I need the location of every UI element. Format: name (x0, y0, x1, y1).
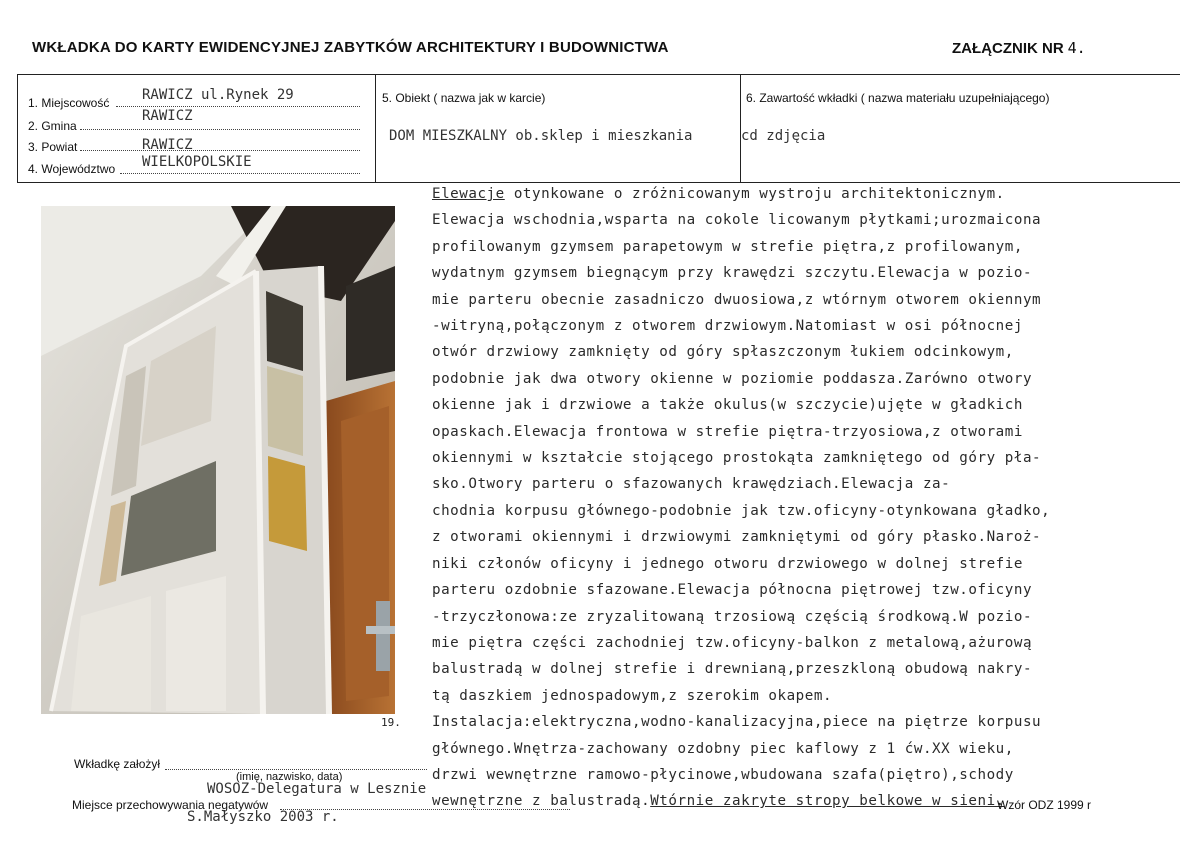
gmina-label: 2. Gmina (28, 119, 77, 133)
powiat-label: 3. Powiat (28, 140, 78, 154)
description-line-17: -trzyczłonowa:ze zryzalitowaną trzosiową częścią środkową.W pozio- (432, 608, 1033, 625)
header-divider-1 (375, 74, 376, 182)
header-left-border (17, 74, 18, 182)
description-first-word: Elewacje (432, 186, 505, 202)
description-line-20: tą daszkiem jednospadowym,z szerokim okapem. (432, 687, 833, 704)
description-line-15: niki członów oficyny i jednego otworu drzwiowego w dolnej strefie (432, 555, 1023, 572)
description-line-24-end: Wtórnie zakryte stropy belkowe w sieni. (650, 793, 1005, 810)
description-line-2: Elewacja wschodnia,wsparta na cokole licowanym płytkami;urozmaicona (432, 212, 1042, 229)
powiat-value: RAWICZ (142, 137, 193, 153)
gmina-value: RAWICZ (142, 108, 193, 124)
attachment-number-label (952, 39, 1086, 57)
powiat-line (80, 150, 360, 151)
miejscowosc-label: 1. Miejscowość (28, 96, 110, 110)
founded-line (165, 769, 427, 770)
description-line-14: z otworami okiennymi i drzwiowymi zamkniętymi od góry płasko.Naroż- (432, 529, 1042, 546)
description-line-21: Instalacja:elektryczna,wodno-kanalizacyjna,piece na piętrze korpusu (432, 714, 1042, 731)
description-line-10: opaskach.Elewacja frontowa w strefie piętra-trzyosiowa,z otworami (432, 423, 1023, 440)
attachment-label: ZAŁĄCZNIK NR (952, 40, 1064, 57)
founded-label: Wkładkę założył (74, 757, 161, 771)
miejscowosc-line (116, 106, 360, 107)
wojewodztwo-label: 4. Województwo (28, 162, 116, 176)
contents-label: 6. Zawartość wkładki ( nazwa materiału uzupełniającego) (746, 91, 1050, 105)
building-interior-photo (41, 206, 395, 714)
description-line-18: mie piętra części zachodniej tzw.oficyny-balkon z metalową,ażurową (432, 634, 1033, 651)
description-line-11: okiennymi w kształcie stojącego prostokąta zamkniętego od góry pła- (432, 450, 1042, 467)
description-line-6: -witryną,połączonym z otworem drzwiowym.Natomiast w osi północnej (432, 318, 1023, 335)
description-line-5: mie parteru obecnie zasadniczo dwuosiowa,z wtórnym otworem okiennym (432, 291, 1042, 308)
description-line-19: balustradą w dolnej strefie i drewnianą,przeszkloną obudową nakry- (432, 661, 1033, 678)
description-line-9: okienne jak i drzwiowe a także okulus(w szczycie)ujęte w gładkich (432, 397, 1023, 414)
description-line-13: chodnia korpusu głównego-podobnie jak tzw.oficyny-otynkowana gładko, (432, 502, 1051, 519)
description-line-8: podobnie jak dwa otwory okienne w poziomie poddasza.Zarówno otwory (432, 370, 1033, 387)
description-line-16: parteru ozdobnie sfazowane.Elewacja północna piętrowej tzw.oficyny (432, 582, 1033, 599)
description-line-7: otwór drzwiowy zamknięty od góry spłaszczonym łukiem odcinkowym, (432, 344, 1014, 361)
author-signature: S.Małyszko 2003 r. (187, 809, 339, 825)
description-line-23: drzwi wewnętrzne ramowo-płycinowe,wbudowana szafa(piętro),schody (432, 766, 1014, 783)
description-line-1 (432, 181, 1050, 207)
object-label: 5. Obiekt ( nazwa jak w karcie) (382, 91, 546, 105)
form-title: WKŁADKA DO KARTY EWIDENCYJNEJ ZABYTKÓW ARCHITEKTURY I BUDOWNICTWA (32, 39, 669, 56)
attachment-number: 4. (1067, 39, 1086, 57)
description-line-22: głównego.Wnętrza-zachowany ozdobny piec kaflowy z 1 ćw.XX wieku, (432, 740, 1014, 757)
contents-value: cd zdjęcia (741, 128, 826, 144)
institution: WOSOZ-Delegatura w Lesznie (207, 781, 427, 797)
header-top-border (17, 74, 1180, 75)
description-line-3: profilowanym gzymsem parapetowym w strefie piętra,z profilowanym, (432, 238, 1023, 255)
miejscowosc-value: RAWICZ ul.Rynek 29 (142, 87, 294, 103)
storage-label: Miejsce przechowywania negatywów (72, 798, 269, 812)
photo-number: 19. (381, 716, 401, 729)
wojewodztwo-value: WIELKOPOLSKIE (142, 154, 252, 170)
photo-illustration (41, 206, 395, 714)
wojewodztwo-line (120, 173, 360, 174)
description-line-24-start: wewnętrzne z balustradą. (432, 793, 651, 810)
gmina-line (80, 129, 360, 130)
description-text (432, 181, 1050, 815)
description-line-4: wydatnym gzymsem biegnącym przy krawędzi szczytu.Elewacja w pozio- (432, 265, 1033, 282)
description-line-24 (432, 788, 1050, 814)
description-line-1-rest: otynkowane o zróżnicowanym wystroju architektonicznym. (504, 186, 1005, 202)
object-value: DOM MIESZKALNY ob.sklep i mieszkania (389, 128, 693, 144)
model-label: Wzór ODZ 1999 r (997, 798, 1092, 812)
name-hint: (imię, nazwisko, data) (236, 771, 343, 783)
description-line-12: sko.Otwory parteru o sfazowanych krawędziach.Elewacja za- (432, 476, 951, 493)
